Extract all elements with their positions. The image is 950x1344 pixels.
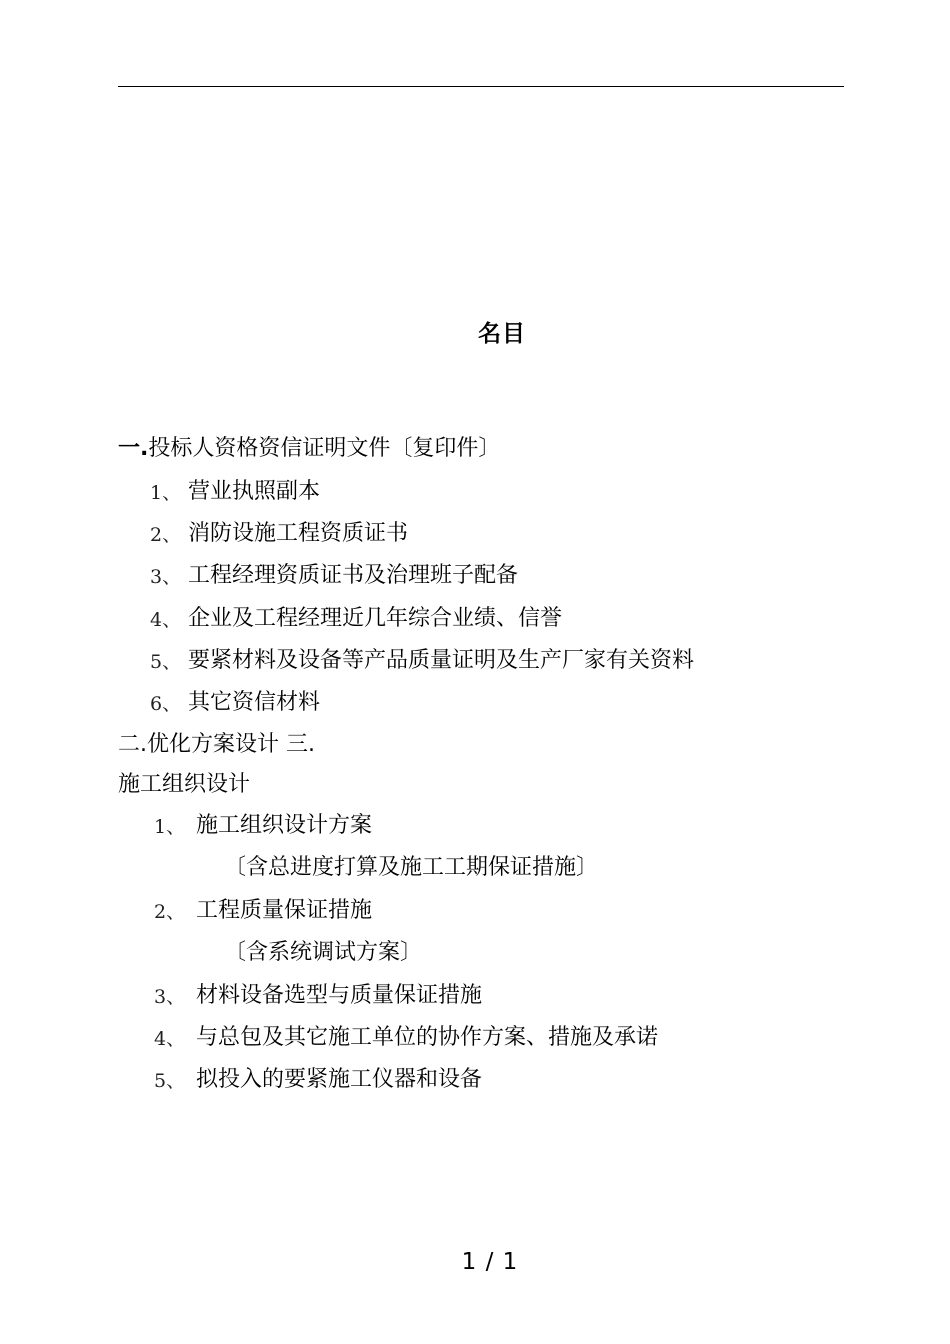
list-item: 消防设施工程资质证书 xyxy=(188,521,409,546)
list-item-number: 5、 xyxy=(150,651,182,673)
list-item-number: 6、 xyxy=(150,693,182,715)
list-item-number: 5、 xyxy=(154,1070,186,1092)
list-item: 材料设备选型与质量保证措施 xyxy=(196,983,483,1008)
list-item-number: 3、 xyxy=(150,566,182,588)
list-item: 拟投入的要紧施工仪器和设备 xyxy=(196,1067,483,1092)
page-title: 名目 xyxy=(478,321,526,347)
page-number: 1 / 1 xyxy=(461,1249,519,1275)
list-item: 工程经理资质证书及治理班子配备 xyxy=(188,563,519,588)
list-item: 营业执照副本 xyxy=(188,479,321,504)
list-item: 工程质量保证措施 xyxy=(196,898,373,923)
list-item-number: 2、 xyxy=(150,524,182,546)
list-item-number: 1、 xyxy=(150,482,182,504)
header-rule xyxy=(118,86,844,87)
list-item-number: 2、 xyxy=(154,901,186,923)
section-1-heading xyxy=(118,434,500,464)
list-item: 与总包及其它施工单位的协作方案、措施及承诺 xyxy=(196,1025,659,1050)
list-item: 其它资信材料 xyxy=(188,690,321,715)
list-item-number: 1、 xyxy=(154,816,186,838)
section-2-heading: 二.优化方案设计 三. xyxy=(118,732,315,757)
list-item: 企业及工程经理近几年综合业绩、信誉 xyxy=(188,606,563,631)
section-1-title: 投标人资格资信证明文件〔复印件〕 xyxy=(148,436,501,461)
section-1-prefix: 一. xyxy=(118,436,149,461)
list-item-number: 4、 xyxy=(150,609,182,631)
list-item-number: 4、 xyxy=(154,1028,186,1050)
section-3-heading: 施工组织设计 xyxy=(118,772,251,797)
list-item: 要紧材料及设备等产品质量证明及生产厂家有关资料 xyxy=(188,648,695,673)
list-item-note: 〔含总进度打算及施工工期保证措施〕 xyxy=(224,855,599,880)
list-item-note: 〔含系统调试方案〕 xyxy=(224,940,423,965)
list-item-number: 3、 xyxy=(154,986,186,1008)
list-item: 施工组织设计方案 xyxy=(196,813,373,838)
